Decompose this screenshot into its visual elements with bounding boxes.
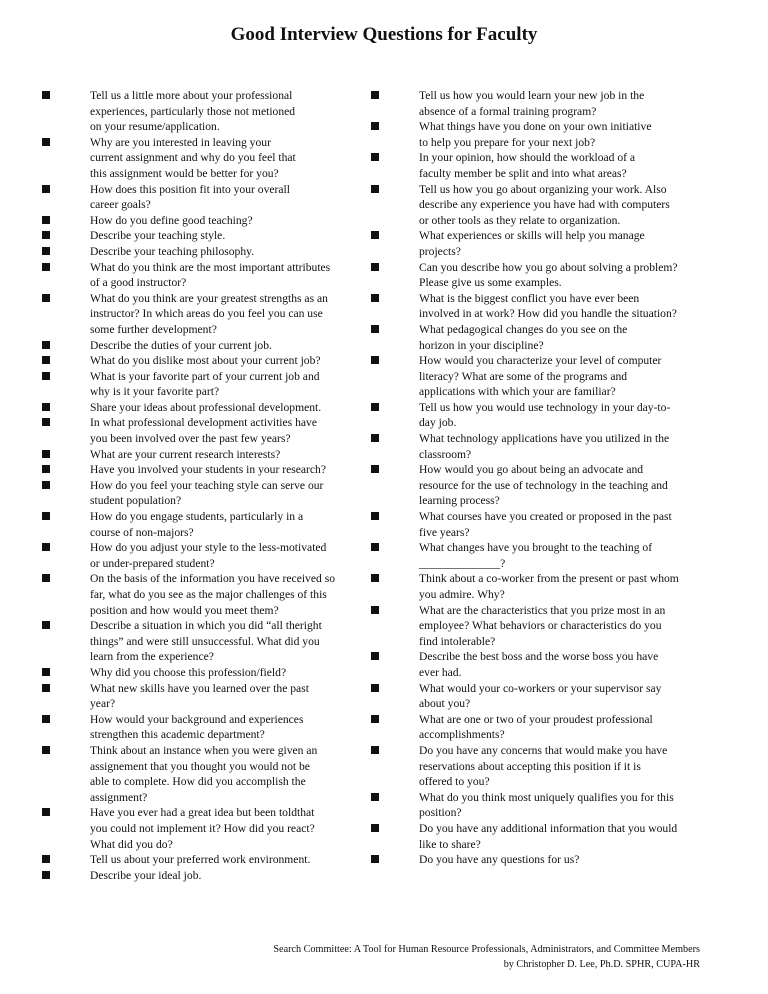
question-text: Tell us how you would use technology in your day-to- day job. [419, 400, 671, 430]
square-bullet-icon [42, 668, 50, 676]
question-item [368, 509, 708, 540]
question-item [36, 681, 366, 712]
question-item [368, 852, 708, 868]
question-text: Tell us how you go about organizing your work. Also describe any experience you have had with computers or other tools as they relate to organization. [419, 182, 670, 227]
square-bullet-icon [42, 231, 50, 239]
square-bullet-icon [42, 372, 50, 380]
question-item [36, 868, 366, 884]
square-bullet-icon [371, 684, 379, 692]
question-item [368, 353, 708, 400]
square-bullet-icon [371, 263, 379, 271]
square-bullet-icon [42, 715, 50, 723]
question-text: Tell us how you would learn your new job in the absence of a formal training program? [419, 89, 645, 118]
square-bullet-icon [42, 403, 50, 411]
square-bullet-icon [42, 621, 50, 629]
question-item [36, 369, 366, 400]
question-text: What is your favorite part of your current job and why is it your favorite part? [90, 369, 320, 399]
question-text: What are the characteristics that you prize most in an employee? What behaviors or characteristics do you find intolerable? [419, 603, 666, 648]
question-item [368, 540, 708, 571]
question-item [36, 291, 366, 338]
question-text: How do you engage students, particularly in a course of non-majors? [90, 510, 304, 539]
question-text: How do you adjust your style to the less-motivated or under-prepared student? [90, 541, 327, 570]
square-bullet-icon [371, 746, 379, 754]
question-item [368, 821, 708, 852]
footer-source-line: Search Committee: A Tool for Human Resource Professionals, Administrators, and Committee Members [273, 944, 700, 955]
square-bullet-icon [371, 606, 379, 614]
question-text: Have you ever had a great idea but been toldthat you could not implement it? How did you react? What did you do? [90, 806, 315, 851]
question-item [36, 618, 366, 665]
question-text: Why are you interested in leaving your current assignment and why do you feel that this assignment would be better for you? [90, 135, 296, 180]
question-item [368, 431, 708, 462]
question-text: What are your current research interests? [90, 447, 281, 461]
question-text: What do you think are your greatest strengths as an instructor? In which areas do you feel you can use some further development? [90, 291, 328, 336]
question-text: Think about a co-worker from the present or past whom you admire. Why? [419, 572, 679, 601]
question-item [36, 509, 366, 540]
question-text: What do you dislike most about your current job? [90, 354, 321, 368]
question-item [368, 743, 708, 790]
question-item [368, 790, 708, 821]
square-bullet-icon [42, 465, 50, 473]
question-item [36, 182, 366, 213]
question-text: Describe the duties of your current job. [90, 338, 272, 352]
question-text: Tell us a little more about your professional experiences, particularly those not metioned on your resume/application. [90, 89, 296, 134]
square-bullet-icon [371, 465, 379, 473]
question-item [368, 603, 708, 650]
question-text: Do you have any concerns that would make you have reservations about accepting this position if it is offered to you? [419, 743, 668, 789]
question-item [36, 743, 366, 805]
question-text: On the basis of the information you have received so far, what do you see as the major challenges of this position and how would you meet them? [90, 572, 336, 617]
square-bullet-icon [371, 231, 379, 239]
question-item [368, 88, 708, 119]
question-item [368, 681, 708, 712]
square-bullet-icon [42, 341, 50, 349]
square-bullet-icon [42, 481, 50, 489]
square-bullet-icon [42, 746, 50, 754]
question-text: What pedagogical changes do you see on the horizon in your discipline? [419, 322, 628, 352]
square-bullet-icon [42, 574, 50, 582]
question-text: What new skills have you learned over the past year? [90, 681, 309, 711]
square-bullet-icon [42, 450, 50, 458]
question-text: What experiences or skills will help you manage projects? [419, 229, 645, 258]
question-text: Describe the best boss and the worse boss you have ever had. [419, 650, 659, 679]
question-item [368, 322, 708, 353]
square-bullet-icon [42, 543, 50, 551]
question-text: How does this position fit into your overall career goals? [90, 182, 290, 212]
question-text: Think about an instance when you were given an assignement that you thought you would not be able to complete. How did you accomplish the assignment? [90, 743, 318, 804]
square-bullet-icon [42, 216, 50, 224]
square-bullet-icon [371, 793, 379, 801]
question-text: Share your ideas about professional development. [90, 400, 322, 414]
square-bullet-icon [42, 684, 50, 692]
question-item [36, 400, 366, 416]
question-item [36, 665, 366, 681]
question-item [36, 228, 366, 244]
question-text: How would you characterize your level of computer literacy? What are some of the programs and applications with which your are familiar? [419, 354, 662, 399]
question-item [368, 571, 708, 602]
question-text: In your opinion, how should the workload of a faculty member be split and into what areas? [419, 151, 636, 180]
question-text: How would your background and experiences strengthen this academic department? [90, 712, 304, 742]
question-text: Tell us about your preferred work environment. [90, 853, 311, 867]
question-text: In what professional development activities have you been involved over the past few years? [90, 416, 317, 446]
question-item [36, 462, 366, 478]
question-text: What do you think are the most important attributes of a good instructor? [90, 260, 331, 290]
question-item [36, 712, 366, 743]
square-bullet-icon [371, 543, 379, 551]
question-item [368, 119, 708, 150]
square-bullet-icon [42, 185, 50, 193]
question-text: What do you think most uniquely qualifies you for this position? [419, 790, 674, 820]
footer-author-line: by Christopher D. Lee, Ph.D. SPHR, CUPA-HR [503, 959, 700, 970]
square-bullet-icon [42, 138, 50, 146]
question-item [368, 649, 708, 680]
question-item [36, 571, 366, 618]
question-text: What is the biggest conflict you have ever been involved in at work? How did you handle the situation? [419, 291, 677, 321]
question-item [36, 135, 366, 182]
question-item [368, 182, 708, 229]
question-item [36, 338, 366, 354]
square-bullet-icon [42, 418, 50, 426]
question-item [368, 150, 708, 181]
square-bullet-icon [42, 871, 50, 879]
question-item [368, 291, 708, 322]
square-bullet-icon [371, 434, 379, 442]
question-item [36, 540, 366, 571]
question-text: What things have you done on your own initiative to help you prepare for your next job? [419, 120, 652, 149]
left-question-column [36, 88, 366, 883]
question-text: What would your co-workers or your supervisor say about you? [419, 681, 662, 711]
question-text: Have you involved your students in your research? [90, 463, 326, 477]
question-item [36, 447, 366, 463]
question-item [368, 400, 708, 431]
question-item [36, 353, 366, 369]
right-question-column [368, 88, 708, 868]
question-text: Can you describe how you go about solving a problem? Please give us some examples. [419, 260, 678, 290]
question-text: How would you go about being an advocate and resource for the use of technology in the teaching and learning process? [419, 463, 668, 508]
question-item [368, 260, 708, 291]
square-bullet-icon [42, 247, 50, 255]
question-item [36, 213, 366, 229]
square-bullet-icon [42, 91, 50, 99]
question-item [36, 260, 366, 291]
square-bullet-icon [371, 652, 379, 660]
square-bullet-icon [371, 325, 379, 333]
question-item [36, 244, 366, 260]
square-bullet-icon [371, 512, 379, 520]
question-item [36, 88, 366, 135]
square-bullet-icon [42, 263, 50, 271]
square-bullet-icon [42, 855, 50, 863]
question-text: What courses have you created or proposed in the past five years? [419, 510, 672, 539]
question-text: Describe a situation in which you did “all theright things” and were still unsuccessful. What did you learn from the experience? [90, 619, 322, 664]
question-text: What technology applications have you utilized in the classroom? [419, 432, 670, 461]
square-bullet-icon [371, 824, 379, 832]
question-text: Describe your ideal job. [90, 868, 202, 882]
square-bullet-icon [371, 91, 379, 99]
question-item [36, 805, 366, 852]
question-text: Why did you choose this profession/field? [90, 665, 287, 679]
question-item [368, 462, 708, 509]
square-bullet-icon [42, 512, 50, 520]
question-item [368, 712, 708, 743]
question-text: Describe your teaching style. [90, 229, 226, 243]
square-bullet-icon [371, 855, 379, 863]
square-bullet-icon [42, 808, 50, 816]
question-text: Do you have any additional information that you would like to share? [419, 821, 678, 851]
square-bullet-icon [42, 294, 50, 302]
footer-citation [273, 942, 700, 972]
square-bullet-icon [42, 356, 50, 364]
square-bullet-icon [371, 153, 379, 161]
question-text: Do you have any questions for us? [419, 853, 580, 867]
question-text: How do you feel your teaching style can serve our student population? [90, 478, 324, 508]
square-bullet-icon [371, 574, 379, 582]
square-bullet-icon [371, 403, 379, 411]
question-item [368, 228, 708, 259]
question-text: What are one or two of your proudest professional accomplishments? [419, 712, 653, 742]
question-text: How do you define good teaching? [90, 213, 253, 227]
question-item [36, 478, 366, 509]
document-title: Good Interview Questions for Faculty [230, 24, 538, 45]
question-text: What changes have you brought to the teaching of ______________? [419, 541, 653, 570]
square-bullet-icon [371, 294, 379, 302]
square-bullet-icon [371, 356, 379, 364]
square-bullet-icon [371, 715, 379, 723]
question-item [36, 415, 366, 446]
square-bullet-icon [371, 185, 379, 193]
square-bullet-icon [371, 122, 379, 130]
question-text: Describe your teaching philosophy. [90, 244, 255, 258]
question-item [36, 852, 366, 868]
